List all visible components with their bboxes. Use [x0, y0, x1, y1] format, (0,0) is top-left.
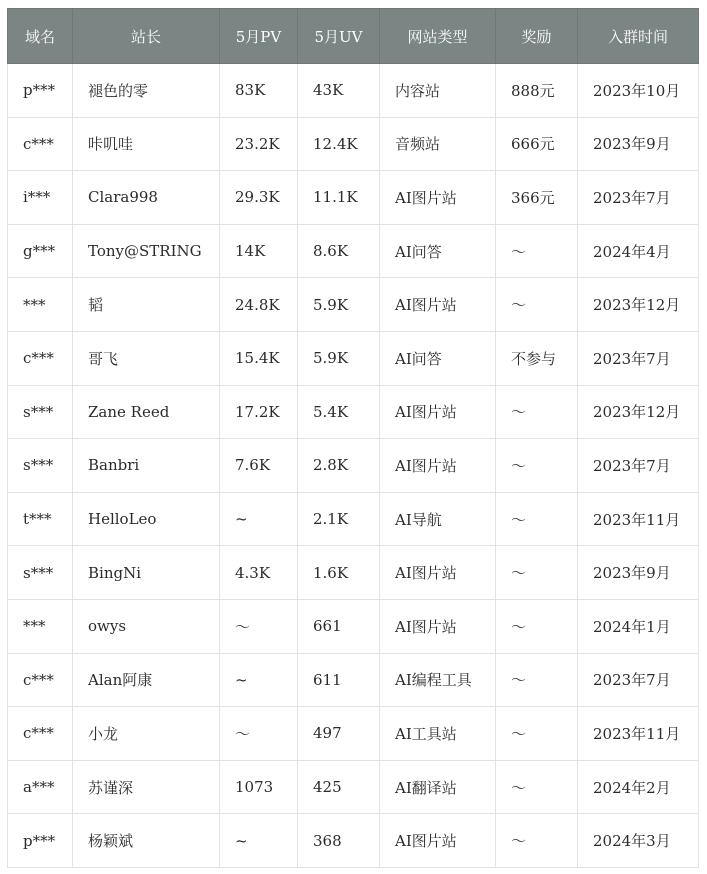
- cell-may-pv: 4.3K: [220, 546, 298, 600]
- cell-may-pv: ~: [220, 653, 298, 707]
- table-row: [8, 599, 699, 653]
- cell-may-pv: ~: [220, 492, 298, 546]
- cell-may-uv: 5.4K: [298, 385, 380, 439]
- cell-owner: HelloLeo: [73, 492, 220, 546]
- table-row: [8, 653, 699, 707]
- cell-reward: 〜: [496, 439, 578, 493]
- cell-owner: 哥飞: [73, 331, 220, 385]
- cell-join-date: 2024年4月: [578, 224, 699, 278]
- header-site-type: 网站类型: [380, 9, 496, 64]
- ranking-table-container: [7, 8, 698, 868]
- cell-owner: Tony@STRING: [73, 224, 220, 278]
- cell-site-type: AI图片站: [380, 439, 496, 493]
- cell-domain: p***: [8, 64, 73, 118]
- table-row: [8, 546, 699, 600]
- header-join-date: 入群时间: [578, 9, 699, 64]
- table-row: [8, 385, 699, 439]
- cell-site-type: AI工具站: [380, 707, 496, 761]
- cell-owner: Zane Reed: [73, 385, 220, 439]
- cell-may-uv: 368: [298, 814, 380, 868]
- cell-reward: 〜: [496, 224, 578, 278]
- table-row: [8, 278, 699, 332]
- cell-join-date: 2023年7月: [578, 171, 699, 225]
- cell-domain: c***: [8, 707, 73, 761]
- table-row: [8, 439, 699, 493]
- cell-reward: 888元: [496, 64, 578, 118]
- cell-join-date: 2024年2月: [578, 760, 699, 814]
- cell-site-type: AI翻译站: [380, 760, 496, 814]
- cell-reward: 〜: [496, 814, 578, 868]
- header-row: [8, 9, 699, 64]
- table-row: [8, 171, 699, 225]
- cell-domain: c***: [8, 117, 73, 171]
- cell-reward: 不参与: [496, 331, 578, 385]
- cell-reward: 〜: [496, 599, 578, 653]
- cell-reward: 〜: [496, 492, 578, 546]
- cell-domain: s***: [8, 439, 73, 493]
- cell-domain: t***: [8, 492, 73, 546]
- cell-may-uv: 11.1K: [298, 171, 380, 225]
- cell-owner: 韬: [73, 278, 220, 332]
- cell-domain: s***: [8, 546, 73, 600]
- cell-join-date: 2023年7月: [578, 331, 699, 385]
- cell-site-type: AI问答: [380, 224, 496, 278]
- cell-may-pv: 29.3K: [220, 171, 298, 225]
- cell-site-type: AI导航: [380, 492, 496, 546]
- cell-may-uv: 12.4K: [298, 117, 380, 171]
- cell-site-type: 内容站: [380, 64, 496, 118]
- cell-may-pv: 23.2K: [220, 117, 298, 171]
- cell-site-type: AI图片站: [380, 814, 496, 868]
- cell-reward: 〜: [496, 707, 578, 761]
- table-row: [8, 64, 699, 118]
- cell-may-pv: 1073: [220, 760, 298, 814]
- site-ranking-table: [7, 8, 699, 868]
- cell-site-type: AI编程工具: [380, 653, 496, 707]
- cell-join-date: 2023年7月: [578, 439, 699, 493]
- cell-may-uv: 1.6K: [298, 546, 380, 600]
- cell-may-pv: 〜: [220, 599, 298, 653]
- cell-may-uv: 5.9K: [298, 331, 380, 385]
- cell-site-type: AI问答: [380, 331, 496, 385]
- cell-owner: owys: [73, 599, 220, 653]
- cell-site-type: AI图片站: [380, 171, 496, 225]
- cell-owner: 小龙: [73, 707, 220, 761]
- cell-may-uv: 2.1K: [298, 492, 380, 546]
- header-reward: 奖励: [496, 9, 578, 64]
- cell-may-pv: 17.2K: [220, 385, 298, 439]
- table-row: [8, 814, 699, 868]
- cell-may-pv: ~: [220, 814, 298, 868]
- cell-may-uv: 611: [298, 653, 380, 707]
- cell-may-pv: 7.6K: [220, 439, 298, 493]
- cell-join-date: 2023年7月: [578, 653, 699, 707]
- cell-owner: Clara998: [73, 171, 220, 225]
- table-row: [8, 331, 699, 385]
- header-may-uv: 5月UV: [298, 9, 380, 64]
- cell-may-uv: 661: [298, 599, 380, 653]
- cell-reward: 〜: [496, 546, 578, 600]
- table-row: [8, 707, 699, 761]
- cell-may-pv: 24.8K: [220, 278, 298, 332]
- cell-join-date: 2023年11月: [578, 492, 699, 546]
- cell-may-uv: 5.9K: [298, 278, 380, 332]
- table-row: [8, 760, 699, 814]
- cell-owner: Alan阿康: [73, 653, 220, 707]
- header-may-pv: 5月PV: [220, 9, 298, 64]
- table-header: [8, 9, 699, 64]
- cell-join-date: 2023年10月: [578, 64, 699, 118]
- header-owner: 站长: [73, 9, 220, 64]
- cell-may-pv: 15.4K: [220, 331, 298, 385]
- cell-reward: 〜: [496, 653, 578, 707]
- cell-owner: Banbri: [73, 439, 220, 493]
- cell-owner: BingNi: [73, 546, 220, 600]
- cell-domain: g***: [8, 224, 73, 278]
- cell-domain: p***: [8, 814, 73, 868]
- table-row: [8, 492, 699, 546]
- cell-may-uv: 8.6K: [298, 224, 380, 278]
- cell-site-type: AI图片站: [380, 385, 496, 439]
- cell-site-type: AI图片站: [380, 599, 496, 653]
- cell-site-type: AI图片站: [380, 546, 496, 600]
- table-row: [8, 117, 699, 171]
- cell-may-uv: 2.8K: [298, 439, 380, 493]
- table-body: [8, 64, 699, 868]
- cell-owner: 杨颖斌: [73, 814, 220, 868]
- cell-owner: 苏谨深: [73, 760, 220, 814]
- cell-join-date: 2024年1月: [578, 599, 699, 653]
- cell-domain: c***: [8, 331, 73, 385]
- cell-site-type: AI图片站: [380, 278, 496, 332]
- cell-reward: 666元: [496, 117, 578, 171]
- cell-may-uv: 43K: [298, 64, 380, 118]
- cell-may-uv: 497: [298, 707, 380, 761]
- cell-may-pv: 83K: [220, 64, 298, 118]
- cell-may-pv: 14K: [220, 224, 298, 278]
- table-row: [8, 224, 699, 278]
- cell-join-date: 2024年3月: [578, 814, 699, 868]
- cell-domain: c***: [8, 653, 73, 707]
- cell-site-type: 音频站: [380, 117, 496, 171]
- cell-domain: a***: [8, 760, 73, 814]
- cell-reward: 〜: [496, 760, 578, 814]
- cell-join-date: 2023年12月: [578, 385, 699, 439]
- cell-reward: 〜: [496, 278, 578, 332]
- cell-join-date: 2023年11月: [578, 707, 699, 761]
- cell-domain: ***: [8, 599, 73, 653]
- cell-domain: i***: [8, 171, 73, 225]
- cell-owner: 褪色的零: [73, 64, 220, 118]
- cell-owner: 咔叽哇: [73, 117, 220, 171]
- cell-reward: 366元: [496, 171, 578, 225]
- cell-reward: 〜: [496, 385, 578, 439]
- cell-join-date: 2023年9月: [578, 546, 699, 600]
- cell-join-date: 2023年12月: [578, 278, 699, 332]
- cell-domain: s***: [8, 385, 73, 439]
- header-domain: 域名: [8, 9, 73, 64]
- cell-may-pv: 〜: [220, 707, 298, 761]
- cell-join-date: 2023年9月: [578, 117, 699, 171]
- cell-may-uv: 425: [298, 760, 380, 814]
- cell-domain: ***: [8, 278, 73, 332]
